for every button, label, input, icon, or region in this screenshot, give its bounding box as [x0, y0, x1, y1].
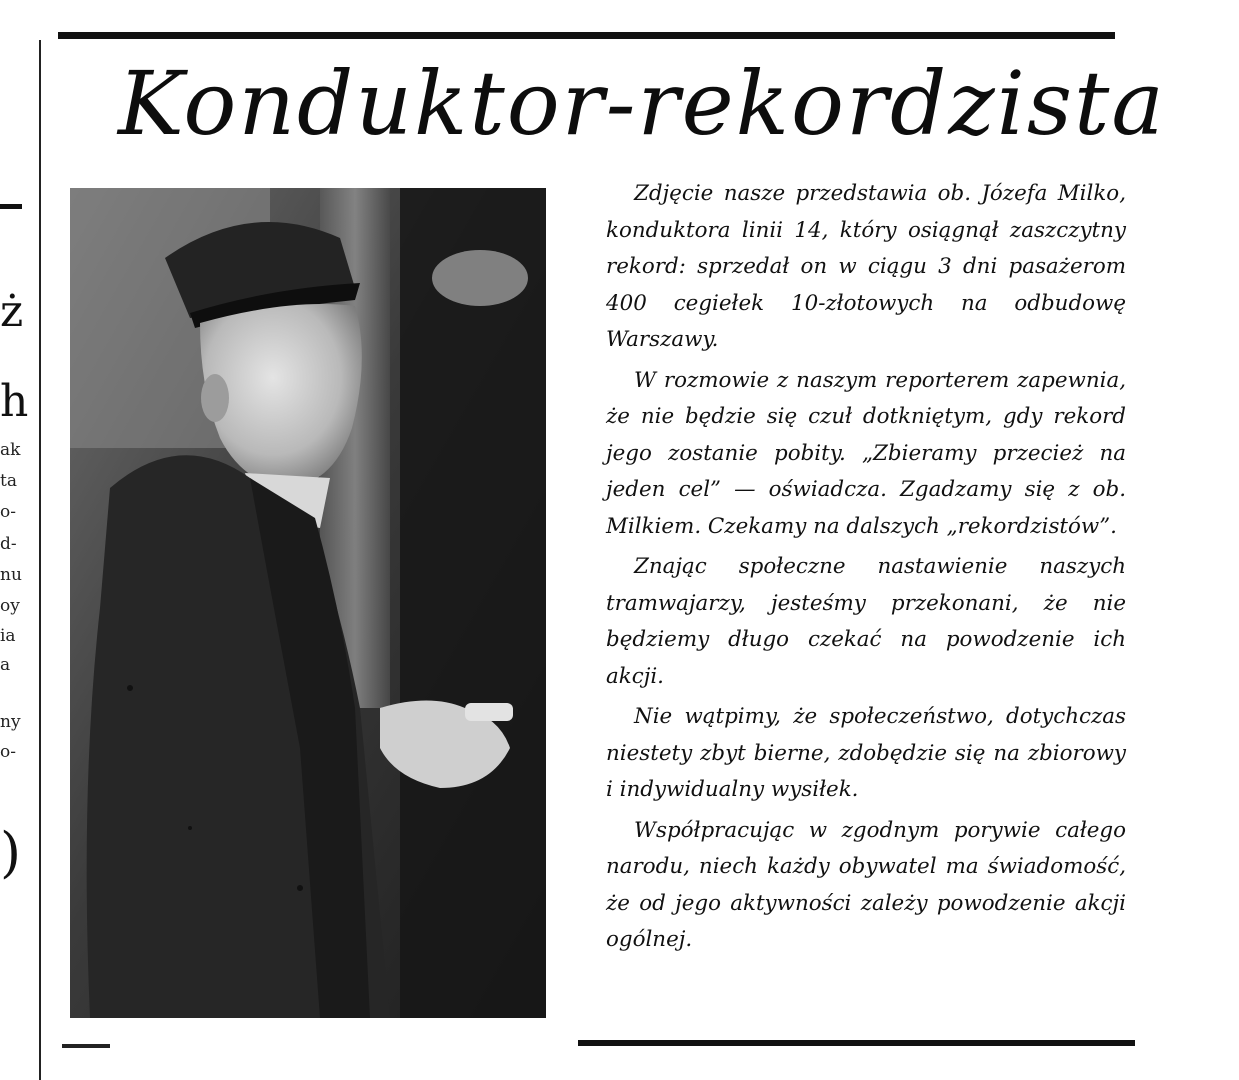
- fragment-text: ia: [0, 626, 16, 646]
- conductor-photo: [70, 188, 546, 1018]
- fragment-dash: [0, 204, 22, 209]
- article-paragraph: Współpracując w zgodnym porywie całego narodu, niech każdy obywatel ma świadomość, że od jego aktywności zależy powodzenie akcji ogólnej.: [606, 817, 1126, 952]
- fragment-text: d-: [0, 534, 17, 554]
- article-paragraph: Znając społeczne nastawienie naszych tramwajarzy, jesteśmy przekonani, że nie będziemy długo czekać na powodzenie ich akcji.: [606, 554, 1126, 689]
- article-headline: Konduktor-rekordzista: [118, 52, 1166, 155]
- article-paragraph: Zdjęcie nasze przedstawia ob. Józefa Milko, konduktora linii 14, który osiągnął zaszczytny rekord: sprzedał on w ciągu 3 dni pasażerom 400 cegiełek 10-złotowych na odbudowę Warszawy.: [606, 181, 1126, 352]
- fragment-text: oy: [0, 596, 20, 616]
- column-rule: [39, 40, 41, 1080]
- fragment-letter: ż: [0, 286, 24, 337]
- fragment-text: ta: [0, 471, 17, 491]
- fragment-text: o-: [0, 742, 16, 762]
- fragment-letter: h: [0, 376, 29, 427]
- fragment-text: ak: [0, 440, 21, 460]
- fragment-text: a: [0, 655, 11, 675]
- article-body: [606, 176, 1126, 963]
- fragment-text: ny: [0, 712, 21, 732]
- adjacent-column-fragment: [0, 0, 32, 1080]
- article-paragraph: Nie wątpimy, że społeczeństwo, dotychczas niestety zbyt bierne, zdobędzie się na zbiorowy i indywidualny wysiłek.: [606, 704, 1126, 802]
- bottom-rule-left: [62, 1044, 110, 1048]
- fragment-paren: ): [0, 821, 22, 884]
- fragment-text: o-: [0, 502, 16, 522]
- article-paragraph: W rozmowie z naszym reporterem zapewnia, że nie będzie się czuł dotkniętym, gdy rekord jego zostanie pobity. „Zbieramy przecież na jeden cel” — oświadcza. Zgadzamy się z ob. Milkiem. Czekamy na dalszych „rekordzistów”.: [606, 367, 1126, 539]
- fragment-text: nu: [0, 565, 22, 585]
- bottom-rule-right: [578, 1040, 1135, 1046]
- top-rule: [58, 32, 1115, 39]
